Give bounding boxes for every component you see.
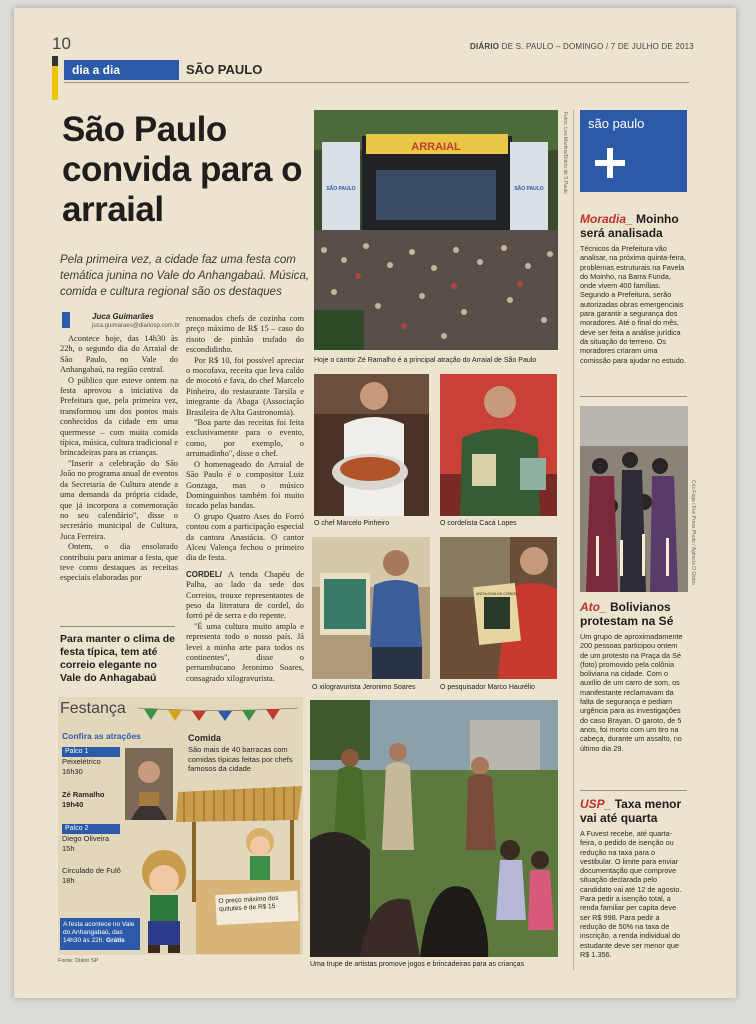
paragraph-text: A tenda Chapéu de Palha, ao lado da sede dos Correios, trouxe representantes de peso da literatura de cordel, do forró pé de serra e do repente. bbox=[186, 569, 304, 621]
page-number: 10 bbox=[52, 34, 71, 53]
stage-tag: Palco 1 bbox=[62, 747, 120, 757]
cordelista-photo bbox=[440, 374, 557, 516]
section-tab: dia a dia bbox=[64, 60, 179, 80]
news-3-title bbox=[580, 797, 690, 825]
show-time: 19h40 bbox=[62, 800, 84, 809]
byline-email: juca.guimaraes@diariosp.com.br bbox=[92, 323, 180, 329]
chef-photo bbox=[314, 374, 429, 516]
artist-name: Circulado de Fulô bbox=[62, 866, 121, 875]
paragraph: renomados chefs de cozinha com preço máximo de R$ 15 – caso do risoto de pinhão trufado do escondidinho. bbox=[186, 314, 304, 355]
artist-name: Peixelétrico bbox=[62, 757, 101, 766]
artist-name: Zé Ramalho bbox=[62, 790, 105, 799]
paragraph: O homenageado do Arraial de São Paulo é o compositor Luiz Gonzaga, mas o músico Dominguinhos também foi muito tocado pelas bandas. bbox=[186, 459, 304, 511]
plus-icon-vertical bbox=[607, 148, 613, 178]
paragraph: "Inserir a celebração do São João no programa anual de eventos da Secretaria de Cultura atende a uma demanda da própria cidade, que já incorpora a comemoração no seu calendário", disse o secretário municipal de Cultura, Juca Ferreira. bbox=[60, 458, 178, 541]
photo-credit: Fotos: Leo Martins/Diário de S.Paulo bbox=[562, 112, 568, 194]
accent-bar-top bbox=[52, 56, 58, 66]
schedule-item bbox=[62, 790, 124, 810]
festanca-title: Festança bbox=[60, 700, 126, 717]
header-rule bbox=[64, 82, 689, 83]
schedule-item bbox=[62, 866, 137, 886]
stage-tag: Palco 2 bbox=[62, 824, 120, 834]
sao-paulo-box-title: são paulo bbox=[588, 116, 645, 131]
food-title: Comida bbox=[188, 733, 222, 743]
photo-caption: O xilogravurista Jeronimo Soares bbox=[312, 684, 416, 691]
festival-stage-photo bbox=[314, 110, 558, 350]
paragraph: Acontece hoje, das 14h30 às 22h, o segundo dia do Arraial de São Paulo, no Vale do Anhangabaú, na região central. bbox=[60, 334, 178, 375]
stage-banner-text: ARRAIAL bbox=[411, 141, 461, 153]
paragraph: Ontem, o dia ensolarado contribuiu para animar a festa, que teve como destaques as receitas especiais elaboradas por bbox=[60, 542, 178, 583]
news-2-text: Um grupo de aproximadamente 200 pessoas participou ontem de um protesto na Praça da Sé (foto) promovido pela colônia boliviana na cidade. Com o auxílio de um carro de som, os manifestante reclamavam da falta de segurança e pediam urgência para as investigações do caso Brayan. O garoto, de 5 anos, foi morto com um tiro na cabeça, durante um assalto, no último dia 29. bbox=[580, 632, 683, 753]
page-title: São Paulo convida para o arraial bbox=[62, 110, 303, 229]
paragraph: "Boa parte das receitas foi feita exclusivamente para o evento, como, por exemplo, o arrumadinho", disse o chef. bbox=[186, 418, 304, 459]
event-note bbox=[60, 918, 140, 950]
dateline bbox=[470, 42, 694, 51]
news-3-kicker: USP_ bbox=[580, 797, 612, 811]
photo-caption: O chef Marcelo Pinheiro bbox=[314, 520, 390, 527]
news-1-title bbox=[580, 212, 690, 240]
price-sign: O preço máximo dos quitutes é de R$ 15 bbox=[215, 891, 298, 925]
artists-photo bbox=[310, 700, 558, 957]
news-divider bbox=[580, 790, 687, 791]
photo-caption: O pesquisador Marco Haurélio bbox=[440, 684, 535, 691]
pullquote: Para manter o clima de festa típica, tem até correio elegante no Vale do Anhagabaú bbox=[60, 633, 175, 684]
paragraph: Por R$ 10, foi possível apreciar o mocofava, receita que leva caldo de mocotó e fava, do chef Marcelo Pinheiro, do restaurante Tarsila e integrante da Abaga (Associação Brasileira de Alta Gastronomia). bbox=[186, 355, 304, 417]
stage-side-text: SÃO PAULO bbox=[326, 186, 356, 192]
free-label: Grátis bbox=[106, 937, 125, 944]
paragraph bbox=[186, 570, 304, 622]
photo-caption: O cordelista Cacá Lopes bbox=[440, 520, 517, 527]
news-1-headline: Moinho será analisada bbox=[580, 212, 679, 240]
paragraph: O público que esteve ontem na festa aprovou a iniciativa da Prefeitura que, pela primeira vez, transformou um dos pontos mais conhecidos da cidade em uma quermesse – com muita comida típica, música, cultura tradicional e brincadeiras para as crianças. bbox=[60, 375, 178, 458]
cordel-kicker: CORDEL/ bbox=[186, 569, 222, 579]
attractions-title: Confira as atrações bbox=[62, 731, 141, 741]
pullquote-rule bbox=[60, 626, 175, 627]
news-3-text: A Fuvest recebe, até quarta-feira, o pedido de isenção ou redução na taxa para o vestibular. O limite para enviar documentação que comprove situação declarada pelo candidato vai até 12 de agosto. Para pedir a isenção total, a renda familiar per capita deve ser R$ 998. Para pedir a redução de 50% na taxa de inscrição, a renda individual do estudante deve ser menor que R$ 1.356. bbox=[580, 829, 682, 959]
bunting-icon bbox=[138, 707, 298, 721]
food-text: São mais de 40 barracas com comidas típicas feitas por chefs famosos da cidade bbox=[188, 745, 293, 773]
news-2-headline: Bolivianos protestam na Sé bbox=[580, 600, 674, 628]
news-3-headline: Taxa menor vai até quarta bbox=[580, 797, 682, 825]
book-title: ANTOLOGIA DO CORDEL bbox=[476, 592, 518, 596]
photo-credit: Cris Faga / Fox Press Photo / Agência O Globo bbox=[690, 480, 696, 585]
show-time: 16h30 bbox=[62, 767, 83, 776]
paragraph: "É uma cultura muito ampla e representa todo o nosso país. Já levei a minha arte para todos os continentes", disse o pernambucano Jeronimo Soares, consagrado xilogravurista. bbox=[186, 621, 304, 683]
food-stall-illustration bbox=[132, 780, 302, 955]
byline-marker bbox=[62, 312, 70, 328]
schedule-item bbox=[62, 823, 124, 854]
news-divider bbox=[580, 396, 687, 397]
stage-side-text: SÃO PAULO bbox=[514, 186, 544, 192]
pesquisador-photo bbox=[440, 537, 557, 679]
column-divider bbox=[573, 110, 574, 970]
dateline-brand: DIÁRIO bbox=[470, 42, 500, 51]
show-time: 18h bbox=[62, 876, 75, 885]
schedule-item bbox=[62, 746, 124, 777]
news-1-kicker: Moradia_ bbox=[580, 212, 633, 226]
news-1-text: Técnicos da Prefeitura vão analisar, na próxima quinta-feira, problemas estruturais na Favela do Moinho, na Barra Funda, onde vivem 400 famílias. Segundo a Prefeitura, serão autorizadas obras emergenciais para garantir a segurança dos moradores. Até o final do mês, deve ser feita a análise jurídica da situação do terreno. Os moradores criaram uma comissão para ajudar no estudo. bbox=[580, 244, 686, 365]
event-note-text: A festa acontece no Vale do Anhangabaú, das 14h30 às 22h. bbox=[63, 921, 135, 944]
source-label: Fonte: Diário SP bbox=[58, 958, 99, 964]
photo-caption: Hoje o cantor Zé Ramalho é a principal atração do Arraial de São Paulo bbox=[314, 357, 537, 364]
article-column-2 bbox=[186, 314, 304, 684]
protest-photo bbox=[580, 406, 688, 592]
article-column-1 bbox=[60, 334, 178, 584]
subsection-label: SÃO PAULO bbox=[186, 62, 263, 77]
xilogravurista-photo bbox=[312, 537, 430, 679]
news-2-title bbox=[580, 600, 690, 628]
article-dek: Pela primeira vez, a cidade faz uma festa com temática junina no Vale do Anhangabaú. Música, comida e cultura regional são os destaques bbox=[60, 254, 310, 298]
news-2-kicker: Ato_ bbox=[580, 600, 607, 614]
show-time: 15h bbox=[62, 844, 75, 853]
paragraph: O grupo Quatro Ases do Forró contou com a participação especial da cantora Anastácia. O cantor Alceu Valença fechou o primeiro dia de festa. bbox=[186, 511, 304, 563]
photo-caption: Uma trupe de artistas promove jogos e brincadeiras para as crianças bbox=[310, 961, 524, 968]
artist-name: Diego Oliveira bbox=[62, 834, 110, 843]
byline: Juca Guimarães bbox=[92, 312, 154, 321]
dateline-text: DE S. PAULO – DOMINGO / 7 DE JULHO DE 2013 bbox=[501, 42, 694, 51]
